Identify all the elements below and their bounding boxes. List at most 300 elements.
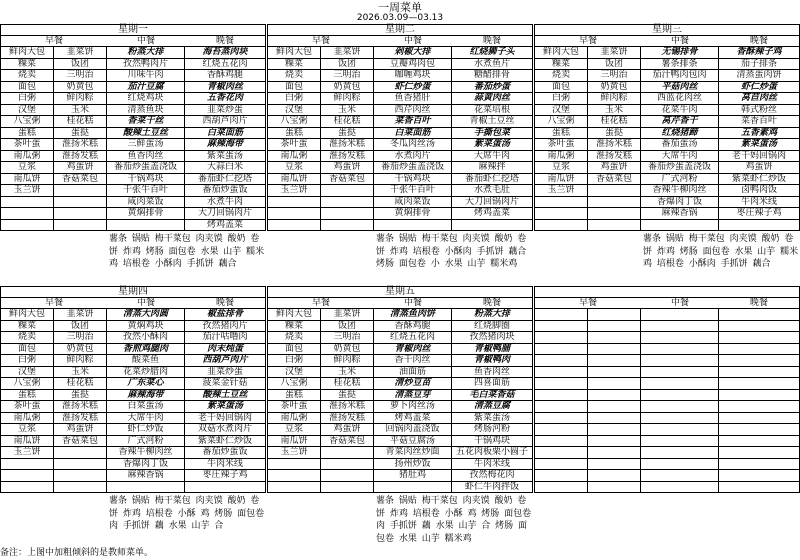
menu-item: 奶黄包 (54, 344, 106, 356)
menu-item (641, 401, 718, 413)
menu-item (535, 344, 587, 356)
menu-item (535, 208, 587, 220)
menu-item: 番茄虾仁挖塔 (452, 174, 532, 186)
menu-item: 猪肚鸡 (374, 470, 451, 482)
menu-item: 奶黄包 (321, 82, 373, 94)
menu-item: 香菇菜包 (54, 174, 106, 186)
menu-item: 蛋挞 (54, 390, 106, 402)
menu-item (641, 332, 718, 344)
menu-item: 三明治 (321, 70, 373, 82)
meal-header-breakfast: 早餐 (44, 36, 63, 46)
menu-item: 清蒸豆芽 (374, 390, 451, 402)
menu-item: 冬瓜肉丝汤 (374, 139, 451, 151)
menu-item: 花菜培根 (452, 105, 532, 117)
menu-item (588, 401, 640, 413)
menu-item: 鲜肉粽 (321, 93, 373, 105)
menu-grid (535, 47, 799, 231)
menu-item: 韭菜饼 (321, 309, 373, 321)
column-dinner (452, 309, 532, 493)
menu-item (321, 197, 373, 209)
menu-item: 南瓜饼 (268, 174, 320, 186)
day-block (267, 24, 533, 269)
menu-item: 大席牛肉 (641, 151, 718, 163)
column-lunch (374, 47, 452, 231)
menu-item: 三明治 (54, 332, 106, 344)
menu-item: 桂花糕 (321, 116, 373, 128)
menu-item: 粿菜 (268, 321, 320, 333)
menu-item: 豆瓣鸡肉包 (374, 59, 451, 71)
meal-headers (268, 36, 532, 47)
menu-item (719, 401, 799, 413)
menu-item: 鸡蛋饼 (54, 162, 106, 174)
day-block (267, 286, 533, 544)
menu-item: 饭团 (321, 59, 373, 71)
menu-item: 西芹肉丝 (374, 105, 451, 117)
menu-item: 椒盐排骨 (185, 309, 265, 321)
day-title: 星期一 (1, 25, 265, 36)
menu-item: 蛋糕 (268, 390, 320, 402)
menu-item: 韭菜饼 (54, 309, 106, 321)
menu-item: 玉米 (321, 105, 373, 117)
menu-item (54, 470, 106, 482)
menu-item (321, 208, 373, 220)
menu-item: 西葫芦肉片 (185, 116, 265, 128)
menu-item (535, 321, 587, 333)
menu-item (535, 447, 587, 459)
menu-item: 烤鸡盖菜 (452, 208, 532, 220)
menu-item (641, 378, 718, 390)
menu-item (641, 424, 718, 436)
menu-item: 蒜黄肉丝 (452, 93, 532, 105)
menu-item (535, 309, 587, 321)
menu-item (1, 197, 53, 209)
menu-item: 五香花肉 (185, 93, 265, 105)
menu-item (588, 390, 640, 402)
column-breakfast_a (268, 309, 321, 493)
menu-item: 番茄炒蛋饭 (185, 185, 265, 197)
menu-item: 香辣牛柳肉丝 (107, 447, 184, 459)
menu-item: 玉米 (54, 105, 106, 117)
menu-item (641, 459, 718, 471)
menu-item (588, 367, 640, 379)
menu-item: 鲜肉粽 (321, 355, 373, 367)
menu-item: 红烧猪蹄 (641, 128, 718, 140)
menu-item (268, 220, 320, 232)
menu-item: 玉兰饼 (268, 185, 320, 197)
menu-item (641, 436, 718, 448)
menu-item (54, 185, 106, 197)
menu-grid (268, 47, 532, 231)
menu-item: 孜然梅花肉 (452, 470, 532, 482)
menu-item: 白粥 (268, 93, 320, 105)
menu-item: 茶叶蛋 (1, 139, 53, 151)
menu-item: 紫菜虾仁炒饭 (185, 436, 265, 448)
menu-item: 茶叶蛋 (1, 401, 53, 413)
menu-item (374, 220, 451, 232)
menu-item: 紫菜虾仁炒饭 (719, 174, 799, 186)
menu-item: 韩式粉丝 (719, 105, 799, 117)
menu-item (535, 436, 587, 448)
menu-item: 淮扬米糕 (321, 401, 373, 413)
menu-item (54, 197, 106, 209)
menu-item: 桂花糕 (321, 378, 373, 390)
menu-item: 剁椒大排 (374, 47, 451, 59)
column-dinner (719, 309, 799, 493)
menu-item: 干张牛百叶 (107, 185, 184, 197)
menu-item: 白粥 (268, 355, 320, 367)
menu-item: 茄子排条 (719, 59, 799, 71)
menu-item (535, 378, 587, 390)
menu-item: 南瓜粥 (1, 151, 53, 163)
menu-item (719, 378, 799, 390)
menu-item (535, 401, 587, 413)
menu-item: 卤鸭肉饭 (719, 185, 799, 197)
menu-item: 枣庄辣子鸡 (185, 470, 265, 482)
menu-item: 面包 (535, 82, 587, 94)
menu-item: 孜然猪肉块 (452, 332, 532, 344)
menu-item: 南瓜粥 (535, 151, 587, 163)
menu-item: 清蒸豆腐 (452, 401, 532, 413)
meal-header-dinner: 晚餐 (215, 298, 234, 308)
menu-item: 汉堡 (535, 105, 587, 117)
menu-item (535, 470, 587, 482)
menu-item: 鸡蛋饼 (321, 424, 373, 436)
menu-item: 萝卜肉丝汤 (374, 401, 451, 413)
menu-item: 八宝粥 (268, 116, 320, 128)
menu-item: 汉堡 (268, 367, 320, 379)
menu-item (1, 208, 53, 220)
extras-list: 薯条 锅贴 梅干菜包 肉夹馍 酸奶 卷饼 炸鸡 培根卷 小酥 鸡 烤肠 面包卷 肉 手抓饼 藕 水果 山芋 合 烤肠 面包卷 水果 山芋 糯米鸡 (376, 496, 532, 544)
menu-item: 奶黄包 (321, 344, 373, 356)
column-breakfast_b (588, 309, 641, 493)
menu-item: 玉兰饼 (1, 185, 53, 197)
menu-item: 淮扬米糕 (321, 139, 373, 151)
menu-item: 汉堡 (1, 105, 53, 117)
menu-item: 茄汁鸭肉包肉 (641, 70, 718, 82)
menu-item: 青椒肉丝 (374, 344, 451, 356)
menu-item: 老干妈回锅肉 (185, 413, 265, 425)
footnote: 备注：上图中加粗倾斜的是教师菜单。 (0, 548, 154, 558)
menu-item (641, 390, 718, 402)
menu-item (54, 482, 106, 494)
menu-item: 茶叶蛋 (535, 139, 587, 151)
menu-item: 南瓜粥 (1, 413, 53, 425)
menu-item: 麻辣香锅 (107, 470, 184, 482)
menu-item: 三鲜蛋汤 (107, 139, 184, 151)
menu-item: 奶黄包 (54, 82, 106, 94)
meal-header-breakfast: 早餐 (311, 36, 330, 46)
menu-item: 韭菜炒蛋 (185, 105, 265, 117)
menu-item: 番茄炒蛋盖浇饭 (641, 162, 718, 174)
menu-item: 黄焖排骨 (107, 208, 184, 220)
menu-item: 酸菜鱼 (107, 355, 184, 367)
meal-headers (535, 298, 799, 309)
menu-item: 豆浆 (1, 162, 53, 174)
menu-item: 粿菜 (1, 59, 53, 71)
column-breakfast_b (54, 47, 107, 231)
menu-item: 水煮牛肉 (185, 197, 265, 209)
menu-item (321, 482, 373, 494)
menu-item: 八宝粥 (1, 116, 53, 128)
menu-item: 蛋糕 (1, 128, 53, 140)
menu-item (588, 208, 640, 220)
column-breakfast_a (535, 47, 588, 231)
menu-item: 蛋挞 (588, 128, 640, 140)
menu-item (588, 355, 640, 367)
menu-item: 白粥 (1, 355, 53, 367)
menu-item: 紫菜蛋汤 (719, 139, 799, 151)
menu-grid (1, 47, 265, 231)
menu-item: 海苔蒸肉块 (185, 47, 265, 59)
menu-item: 玉米 (321, 367, 373, 379)
menu-item: 面包 (268, 344, 320, 356)
menu-item: 汉堡 (268, 105, 320, 117)
menu-item (535, 220, 587, 232)
menu-item: 烤肠河粉 (452, 424, 532, 436)
date-range: 2026.03.09—03.13 (356, 13, 444, 23)
menu-item: 孜然鸭肉片 (107, 59, 184, 71)
menu-item: 鱼香肉丝 (107, 151, 184, 163)
menu-item (719, 436, 799, 448)
menu-item: 回锅肉盖浇饭 (374, 424, 451, 436)
column-breakfast_a (1, 309, 54, 493)
menu-item: 干锅鸡块 (374, 174, 451, 186)
menu-item: 糖醋排骨 (452, 70, 532, 82)
menu-item: 韭菜饼 (321, 47, 373, 59)
menu-item: 香菜干丝 (107, 116, 184, 128)
menu-item: 枣庄辣子鸡 (719, 208, 799, 220)
menu-item: 老干妈回锅肉 (719, 151, 799, 163)
menu-item: 番茄炒蛋 (452, 82, 532, 94)
menu-item: 花菜牛肉 (641, 105, 718, 117)
menu-item: 粿菜 (1, 321, 53, 333)
menu-item: 鸡蛋饼 (588, 162, 640, 174)
menu-item: 红烧脚圈 (452, 321, 532, 333)
menu-item: 八宝粥 (268, 378, 320, 390)
menu-item: 蛋挞 (321, 128, 373, 140)
menu-item: 桂花糕 (54, 378, 106, 390)
menu-grid (268, 309, 532, 493)
menu-item: 豆浆 (268, 424, 320, 436)
menu-item (588, 459, 640, 471)
menu-item: 白菜面筋 (374, 128, 451, 140)
menu-item (321, 447, 373, 459)
menu-item: 扬州炒饭 (374, 459, 451, 471)
menu-item: 粿菜 (268, 59, 320, 71)
menu-item: 香酥鸡腿 (374, 321, 451, 333)
menu-item: 青椒肉丝 (185, 82, 265, 94)
menu-item (588, 197, 640, 209)
meal-headers (268, 298, 532, 309)
menu-item: 麻辣海带 (185, 139, 265, 151)
menu-item: 香菇菜包 (321, 436, 373, 448)
menu-item (719, 390, 799, 402)
column-lunch (641, 47, 719, 231)
menu-item: 红烧五花肉 (374, 332, 451, 344)
menu-item: 蛋糕 (1, 390, 53, 402)
column-lunch (107, 47, 185, 231)
menu-item (641, 321, 718, 333)
day-block (534, 24, 800, 269)
menu-item (535, 367, 587, 379)
menu-item (54, 459, 106, 471)
menu-item (535, 197, 587, 209)
menu-item: 香爆肉丁饭 (107, 459, 184, 471)
menu-item: 南瓜饼 (1, 436, 53, 448)
menu-item (641, 482, 718, 494)
day-block (534, 286, 800, 493)
menu-item: 粉蒸大排 (452, 309, 532, 321)
menu-item: 香爆肉丁饭 (641, 197, 718, 209)
menu-item: 番茄炒蛋盖浇饭 (374, 162, 451, 174)
menu-item: 黄焖鸡块 (107, 321, 184, 333)
menu-item: 大刀回锅肉片 (185, 208, 265, 220)
menu-item: 烧卖 (268, 70, 320, 82)
menu-item (374, 482, 451, 494)
menu-item: 南瓜饼 (1, 174, 53, 186)
column-dinner (719, 47, 799, 231)
menu-item: 鲜肉大包 (268, 309, 320, 321)
menu-item: 广式河粉 (641, 174, 718, 186)
menu-item: 香菇菜包 (321, 174, 373, 186)
menu-item: 淮扬发糕 (321, 413, 373, 425)
menu-item (321, 459, 373, 471)
menu-item: 五花肉板栗小圆子 (452, 447, 532, 459)
menu-item: 大席牛肉 (107, 413, 184, 425)
menu-item (641, 344, 718, 356)
menu-item (268, 197, 320, 209)
menu-item: 肉末炖蛋 (185, 344, 265, 356)
menu-item (321, 220, 373, 232)
menu-item: 白粥 (535, 93, 587, 105)
menu-item: 紫菜蛋汤 (452, 413, 532, 425)
menu-item: 酸辣土豆丝 (107, 128, 184, 140)
meal-header-dinner: 晚餐 (215, 36, 234, 46)
meal-headers (535, 36, 799, 47)
menu-item: 广东菜心 (107, 378, 184, 390)
menu-item: 淮扬发糕 (321, 151, 373, 163)
menu-item: 南瓜饼 (268, 436, 320, 448)
menu-item: 干锅鸡块 (107, 174, 184, 186)
menu-item: 红烧鸡块 (107, 93, 184, 105)
menu-item: 平菇豆腐汤 (374, 436, 451, 448)
menu-grid (1, 309, 265, 493)
column-dinner (185, 309, 265, 493)
menu-item (588, 332, 640, 344)
menu-item: 大席牛肉 (452, 151, 532, 163)
menu-item: 番茄炒蛋饭 (185, 447, 265, 459)
menu-item: 牛肉米线 (719, 197, 799, 209)
meal-header-lunch: 中餐 (403, 298, 422, 308)
menu-item: 饭团 (321, 321, 373, 333)
menu-item: 咸肉菜饭 (107, 197, 184, 209)
menu-item: 西蓝花肉丝 (641, 93, 718, 105)
menu-item: 咖喱鸡块 (374, 70, 451, 82)
column-breakfast_a (268, 47, 321, 231)
menu-item: 紫菜蛋汤 (452, 139, 532, 151)
menu-item: 麻辣香锅 (641, 208, 718, 220)
meal-headers (1, 36, 265, 47)
menu-item: 孜然猪肉片 (185, 321, 265, 333)
meal-header-lunch: 中餐 (136, 36, 155, 46)
menu-item: 白菜面筋 (185, 128, 265, 140)
menu-item: 饭团 (588, 59, 640, 71)
menu-item (719, 355, 799, 367)
menu-item: 南瓜粥 (268, 151, 320, 163)
menu-item: 麻辣海带 (107, 390, 184, 402)
menu-item (588, 185, 640, 197)
menu-item: 鲜肉大包 (1, 47, 53, 59)
menu-item: 鲜肉大包 (268, 47, 320, 59)
menu-item: 香酥辣子鸡 (719, 47, 799, 59)
menu-item (588, 344, 640, 356)
menu-item: 粉蒸大排 (107, 47, 184, 59)
menu-item (719, 470, 799, 482)
menu-item: 清蒸鱼肉饼 (374, 309, 451, 321)
menu-item: 茄汁咕噜肉 (185, 332, 265, 344)
menu-item: 面包 (268, 82, 320, 94)
menu-item: 玉兰饼 (1, 447, 53, 459)
menu-item: 白粥 (1, 93, 53, 105)
menu-item: 香酥鸡腿 (185, 70, 265, 82)
menu-item: 香菇菜包 (588, 174, 640, 186)
menu-item: 广式河粉 (107, 436, 184, 448)
menu-item: 黄焖排骨 (374, 208, 451, 220)
menu-item: 桂花糕 (588, 116, 640, 128)
menu-item (588, 447, 640, 459)
menu-item (268, 482, 320, 494)
menu-item (535, 390, 587, 402)
menu-item: 水煮毛肚 (452, 185, 532, 197)
menu-item: 奶黄包 (588, 82, 640, 94)
menu-item (321, 470, 373, 482)
menu-item: 干张牛百叶 (374, 185, 451, 197)
menu-item (54, 447, 106, 459)
menu-item: 虾仁炒蛋 (374, 82, 451, 94)
menu-item (719, 321, 799, 333)
menu-item (641, 367, 718, 379)
menu-item (1, 482, 53, 494)
meal-headers (1, 298, 265, 309)
menu-item: 茄汁豆腐 (107, 82, 184, 94)
menu-item: 大刀回锅肉片 (452, 197, 532, 209)
extras-list: 薯条 锅贴 梅干菜包 肉夹馍 酸奶 卷饼 炸鸡 烤肠 面包卷 水果 山芋 糯米鸡 培根卷 小酥肉 手抓饼 藕合 (109, 234, 265, 269)
menu-item: 香干肉丝 (374, 355, 451, 367)
menu-item: 粿菜 (535, 59, 587, 71)
menu-item: 莴苣肉丝 (719, 93, 799, 105)
column-lunch (107, 309, 185, 493)
menu-item: 花菜炒腊肉 (107, 367, 184, 379)
menu-item: 西葫芦肉片 (185, 355, 265, 367)
menu-item (107, 220, 184, 232)
menu-item: 南瓜粥 (268, 413, 320, 425)
menu-item (588, 378, 640, 390)
menu-item (719, 332, 799, 344)
menu-item: 牛肉米线 (452, 459, 532, 471)
menu-item (588, 413, 640, 425)
menu-item: 咸肉菜饭 (374, 197, 451, 209)
menu-item (588, 424, 640, 436)
menu-item: 青菜肉丝炒面 (374, 447, 451, 459)
meal-header-lunch: 中餐 (403, 36, 422, 46)
menu-item (588, 309, 640, 321)
menu-item (1, 220, 53, 232)
menu-item: 鸡蛋饼 (54, 424, 106, 436)
menu-item (107, 482, 184, 494)
menu-item: 四喜面筋 (452, 378, 532, 390)
menu-item (719, 220, 799, 232)
meal-header-lunch: 中餐 (670, 36, 689, 46)
